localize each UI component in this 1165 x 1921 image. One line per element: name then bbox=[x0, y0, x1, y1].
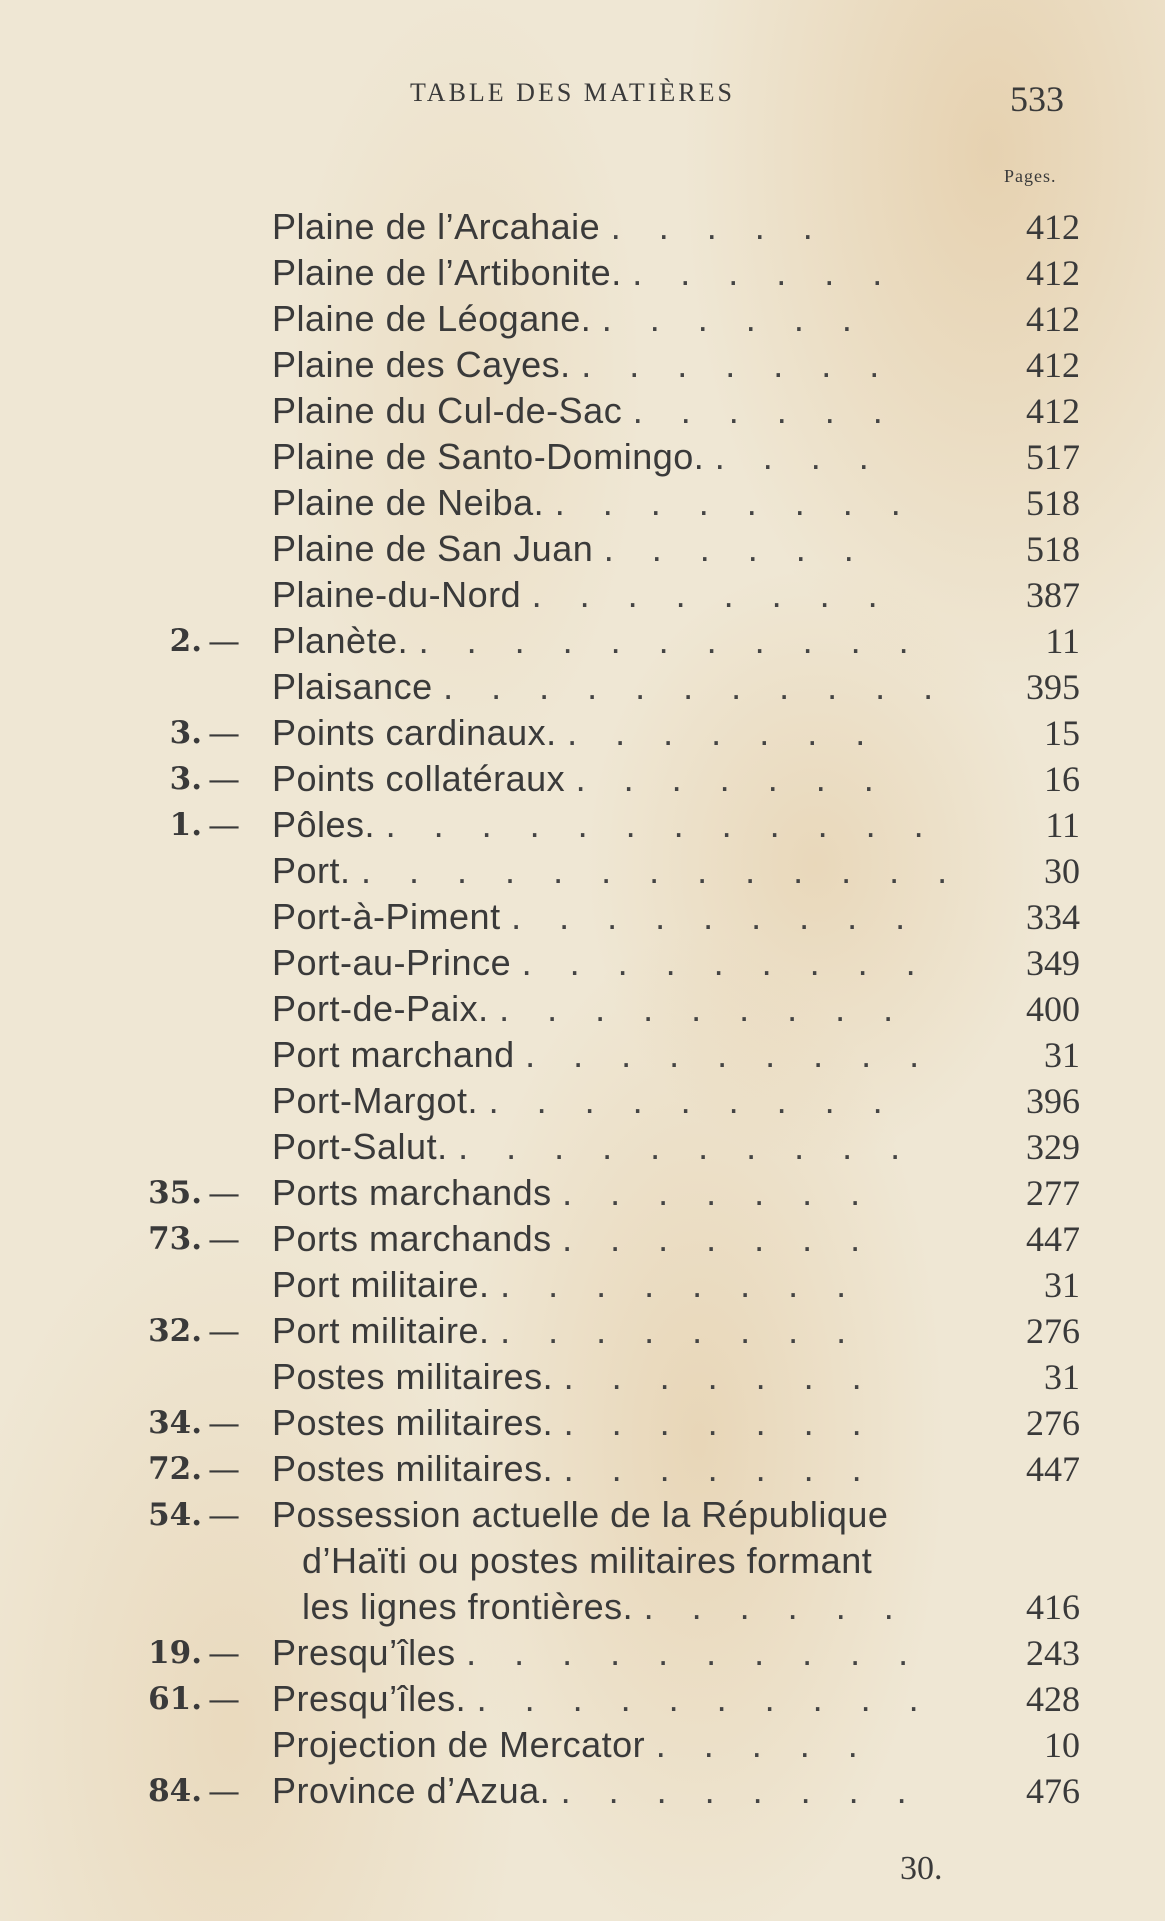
entry-title-line bbox=[272, 1538, 952, 1584]
entry-title-block bbox=[272, 802, 952, 848]
entry-dash: — bbox=[208, 1634, 240, 1672]
entry-title: Plaine de San Juan bbox=[272, 528, 594, 569]
entry-page-number: 277 bbox=[1026, 1173, 1080, 1213]
toc-entry bbox=[0, 1170, 1165, 1216]
toc-entry bbox=[0, 1308, 1165, 1354]
toc-entry bbox=[0, 1262, 1165, 1308]
leader-dots: . . . . . . . bbox=[581, 344, 894, 385]
entry-page-number: 447 bbox=[1026, 1219, 1080, 1259]
entry-number: 72. bbox=[148, 1451, 202, 1487]
entry-page-number: 11 bbox=[1045, 805, 1080, 845]
leader-dots: . . . . . . . bbox=[567, 712, 880, 753]
leader-dots: . . . . . . . bbox=[575, 758, 888, 799]
entry-title: Plaine-du-Nord bbox=[272, 574, 522, 615]
entry-number: 2. bbox=[169, 623, 202, 659]
leader-dots: . . . . . . . . . . bbox=[476, 1678, 933, 1719]
leader-dots: . . . . . . . . . bbox=[499, 988, 908, 1029]
entry-title-block bbox=[272, 756, 952, 802]
entry-dash: — bbox=[208, 1312, 240, 1350]
toc-entry bbox=[0, 526, 1165, 572]
entry-title: Port-au-Prince bbox=[272, 942, 512, 983]
entry-title-block bbox=[272, 250, 952, 296]
entry-title-block bbox=[272, 1676, 952, 1722]
toc-entry bbox=[0, 1630, 1165, 1676]
entry-page-number: 412 bbox=[1026, 299, 1080, 339]
entry-title: d’Haïti ou postes militaires formant bbox=[302, 1540, 873, 1581]
entry-title: Points cardinaux. bbox=[272, 712, 557, 753]
entry-title-block bbox=[272, 1400, 952, 1446]
entry-title: Port-Salut. bbox=[272, 1126, 448, 1167]
entry-title: Plaine de Santo-Domingo. bbox=[272, 436, 705, 477]
running-head bbox=[0, 78, 1165, 118]
entry-number: 3. bbox=[169, 761, 202, 797]
entry-title-block bbox=[272, 1354, 952, 1400]
entry-page-number: 31 bbox=[1044, 1265, 1080, 1305]
entry-title: Port. bbox=[272, 850, 351, 891]
entry-page-number: 518 bbox=[1026, 529, 1080, 569]
entry-page-number: 334 bbox=[1026, 897, 1080, 937]
toc-entry bbox=[0, 1216, 1165, 1262]
leader-dots: . . . . . . . . . . . bbox=[443, 666, 948, 707]
leader-dots: . . . . . . . . . . . . bbox=[385, 804, 938, 845]
entry-dash: — bbox=[208, 806, 240, 844]
entry-title: Port militaire. bbox=[272, 1310, 490, 1351]
entry-title-block bbox=[272, 1308, 952, 1354]
toc-entry bbox=[0, 664, 1165, 710]
toc-entry bbox=[0, 434, 1165, 480]
toc-entry bbox=[0, 1124, 1165, 1170]
leader-dots: . . . . . . bbox=[601, 298, 866, 339]
table-of-contents bbox=[0, 204, 1165, 1814]
leader-dots: . . . . . . . bbox=[563, 1448, 876, 1489]
entry-title-block bbox=[272, 388, 952, 434]
entry-dash: — bbox=[208, 1404, 240, 1442]
entry-dash: — bbox=[208, 1220, 240, 1258]
pages-column-header: Pages. bbox=[1004, 166, 1057, 186]
entry-title-block bbox=[272, 204, 952, 250]
toc-entry bbox=[0, 940, 1165, 986]
entry-page-number: 31 bbox=[1044, 1357, 1080, 1397]
entry-title-block bbox=[272, 848, 962, 894]
toc-entry bbox=[0, 1400, 1165, 1446]
running-title: TABLE DES MATIÈRES bbox=[410, 78, 735, 107]
entry-page-number: 518 bbox=[1026, 483, 1080, 523]
entry-page-number: 15 bbox=[1044, 713, 1080, 753]
entry-number: 84. bbox=[148, 1773, 202, 1809]
leader-dots: . . . . . . . . . . . . . bbox=[361, 850, 962, 891]
entry-dash: — bbox=[208, 1680, 240, 1718]
leader-dots: . . . . . . . . bbox=[554, 482, 915, 523]
entry-dash: — bbox=[208, 622, 240, 660]
entry-title-block bbox=[272, 664, 952, 710]
entry-number: 34. bbox=[148, 1405, 202, 1441]
entry-page-number: 396 bbox=[1026, 1081, 1080, 1121]
entry-number: 35. bbox=[148, 1175, 202, 1211]
entry-page-number: 10 bbox=[1044, 1725, 1080, 1765]
entry-page-number: 412 bbox=[1026, 391, 1080, 431]
leader-dots: . . . . . . . . bbox=[500, 1310, 861, 1351]
toc-entry bbox=[0, 1078, 1165, 1124]
leader-dots: . . . . . . . . . . bbox=[458, 1126, 915, 1167]
entry-title: Plaine de Neiba. bbox=[272, 482, 545, 523]
entry-title-block bbox=[272, 1262, 952, 1308]
entry-title-block bbox=[272, 1722, 952, 1768]
entry-title-block bbox=[272, 1216, 952, 1262]
entry-dash: — bbox=[208, 1772, 240, 1810]
leader-dots: . . . . . bbox=[610, 206, 827, 247]
entry-title-block bbox=[272, 1492, 952, 1630]
entry-title-line bbox=[272, 1584, 952, 1630]
entry-page-number: 400 bbox=[1026, 989, 1080, 1029]
toc-entry bbox=[0, 204, 1165, 250]
entry-page-number: 349 bbox=[1026, 943, 1080, 983]
leader-dots: . . . . . . . . . bbox=[511, 896, 920, 937]
entry-title: Postes militaires. bbox=[272, 1402, 554, 1443]
entry-dash: — bbox=[208, 1496, 240, 1534]
toc-entry bbox=[0, 710, 1165, 756]
entry-page-number: 31 bbox=[1044, 1035, 1080, 1075]
toc-entry bbox=[0, 388, 1165, 434]
leader-dots: . . . . . . bbox=[632, 252, 897, 293]
entry-page-number: 387 bbox=[1026, 575, 1080, 615]
entry-title: Plaine du Cul-de-Sac bbox=[272, 390, 623, 431]
entry-title: Possession actuelle de la République bbox=[272, 1494, 889, 1535]
entry-title: Presqu’îles. bbox=[272, 1678, 467, 1719]
entry-title: Province d’Azua. bbox=[272, 1770, 551, 1811]
entry-title: Port-à-Piment bbox=[272, 896, 501, 937]
entry-page-number: 395 bbox=[1026, 667, 1080, 707]
entry-title-block bbox=[272, 434, 952, 480]
entry-title: Postes militaires. bbox=[272, 1448, 554, 1489]
entry-title: Port militaire. bbox=[272, 1264, 490, 1305]
leader-dots: . . . . . . . . . . bbox=[466, 1632, 923, 1673]
entry-title-block bbox=[272, 1170, 952, 1216]
entry-number: 32. bbox=[148, 1313, 202, 1349]
entry-page-number: 476 bbox=[1026, 1771, 1080, 1811]
toc-entry bbox=[0, 1032, 1165, 1078]
toc-entry bbox=[0, 250, 1165, 296]
entry-page-number: 517 bbox=[1026, 437, 1080, 477]
toc-entry bbox=[0, 986, 1165, 1032]
page-number: 533 bbox=[1010, 79, 1064, 119]
entry-title: Postes militaires. bbox=[272, 1356, 554, 1397]
toc-entry bbox=[0, 296, 1165, 342]
entry-dash: — bbox=[208, 714, 240, 752]
entry-title: Planète. bbox=[272, 620, 409, 661]
entry-page-number: 447 bbox=[1026, 1449, 1080, 1489]
entry-title-block bbox=[272, 572, 952, 618]
toc-entry bbox=[0, 618, 1165, 664]
toc-entry bbox=[0, 1768, 1165, 1814]
entry-title-block bbox=[272, 986, 952, 1032]
entry-title: Pôles. bbox=[272, 804, 376, 845]
entry-title-block bbox=[272, 618, 952, 664]
entry-title-block bbox=[272, 1032, 952, 1078]
entry-title: Projection de Mercator bbox=[272, 1724, 646, 1765]
entry-page-number: 30 bbox=[1044, 851, 1080, 891]
entry-number: 73. bbox=[148, 1221, 202, 1257]
entry-number: 3. bbox=[169, 715, 202, 751]
entry-page-number: 416 bbox=[1026, 1587, 1080, 1627]
entry-title-block bbox=[272, 894, 952, 940]
toc-entry bbox=[0, 572, 1165, 618]
toc-entry bbox=[0, 1676, 1165, 1722]
entry-page-number: 243 bbox=[1026, 1633, 1080, 1673]
signature-mark: 30. bbox=[900, 1850, 943, 1887]
entry-page-number: 276 bbox=[1026, 1403, 1080, 1443]
leader-dots: . . . . . . . bbox=[562, 1172, 875, 1213]
toc-entry bbox=[0, 848, 1165, 894]
entry-page-number: 329 bbox=[1026, 1127, 1080, 1167]
entry-dash: — bbox=[208, 1450, 240, 1488]
toc-entry bbox=[0, 1492, 1165, 1630]
leader-dots: . . . . . . . . bbox=[500, 1264, 861, 1305]
entry-title-block bbox=[272, 940, 952, 986]
entry-title: Plaine de l’Arcahaie bbox=[272, 206, 601, 247]
leader-dots: . . . . . . . bbox=[563, 1402, 876, 1443]
leader-dots: . . . . . . . . . bbox=[525, 1034, 934, 1075]
entry-title: Plaine de Léogane. bbox=[272, 298, 592, 339]
entry-title: Ports marchands bbox=[272, 1172, 552, 1213]
toc-entry bbox=[0, 1722, 1165, 1768]
leader-dots: . . . . . . bbox=[632, 390, 897, 431]
leader-dots: . . . . . . bbox=[643, 1586, 908, 1627]
entry-title: Presqu’îles bbox=[272, 1632, 456, 1673]
leader-dots: . . . . . . . . . . . bbox=[418, 620, 923, 661]
entry-title-block bbox=[272, 526, 952, 572]
leader-dots: . . . . . . . . . bbox=[488, 1080, 897, 1121]
entry-number: 1. bbox=[169, 807, 202, 843]
entry-title: Plaine de l’Artibonite. bbox=[272, 252, 622, 293]
leader-dots: . . . . . . . bbox=[563, 1356, 876, 1397]
entry-page-number: 412 bbox=[1026, 253, 1080, 293]
leader-dots: . . . . . bbox=[655, 1724, 872, 1765]
leader-dots: . . . . . . . . . bbox=[521, 942, 930, 983]
entry-page-number: 16 bbox=[1044, 759, 1080, 799]
entry-title-block bbox=[272, 296, 952, 342]
toc-entry bbox=[0, 1354, 1165, 1400]
entry-title-block bbox=[272, 710, 952, 756]
entry-title: Port marchand bbox=[272, 1034, 515, 1075]
entry-title-block bbox=[272, 480, 952, 526]
entry-title-block bbox=[272, 1078, 952, 1124]
toc-entry bbox=[0, 342, 1165, 388]
toc-entry bbox=[0, 802, 1165, 848]
entry-number: 19. bbox=[148, 1635, 202, 1671]
toc-entry bbox=[0, 480, 1165, 526]
entry-title: Plaisance bbox=[272, 666, 433, 707]
entry-title-block bbox=[272, 1124, 952, 1170]
leader-dots: . . . . . . . bbox=[562, 1218, 875, 1259]
entry-title: Points collatéraux bbox=[272, 758, 566, 799]
toc-entry bbox=[0, 1446, 1165, 1492]
toc-entry bbox=[0, 894, 1165, 940]
entry-title-block bbox=[272, 1446, 952, 1492]
entry-title-block bbox=[272, 1768, 952, 1814]
entry-title: Port-Margot. bbox=[272, 1080, 479, 1121]
entry-page-number: 11 bbox=[1045, 621, 1080, 661]
entry-page-number: 412 bbox=[1026, 345, 1080, 385]
leader-dots: . . . . bbox=[714, 436, 883, 477]
entry-page-number: 428 bbox=[1026, 1679, 1080, 1719]
entry-title: Ports marchands bbox=[272, 1218, 552, 1259]
entry-dash: — bbox=[208, 760, 240, 798]
entry-title: Plaine des Cayes. bbox=[272, 344, 571, 385]
leader-dots: . . . . . . bbox=[603, 528, 868, 569]
entry-title-block bbox=[272, 342, 952, 388]
entry-page-number: 412 bbox=[1026, 207, 1080, 247]
entry-title: les lignes frontières. bbox=[302, 1586, 634, 1627]
entry-title: Port-de-Paix. bbox=[272, 988, 489, 1029]
entry-title-block bbox=[272, 1630, 952, 1676]
entry-number: 54. bbox=[148, 1497, 202, 1533]
leader-dots: . . . . . . . . bbox=[531, 574, 892, 615]
entry-page-number: 276 bbox=[1026, 1311, 1080, 1351]
entry-number: 61. bbox=[148, 1681, 202, 1717]
entry-dash: — bbox=[208, 1174, 240, 1212]
toc-entry bbox=[0, 756, 1165, 802]
leader-dots: . . . . . . . . bbox=[560, 1770, 921, 1811]
entry-title-line bbox=[272, 1492, 952, 1538]
